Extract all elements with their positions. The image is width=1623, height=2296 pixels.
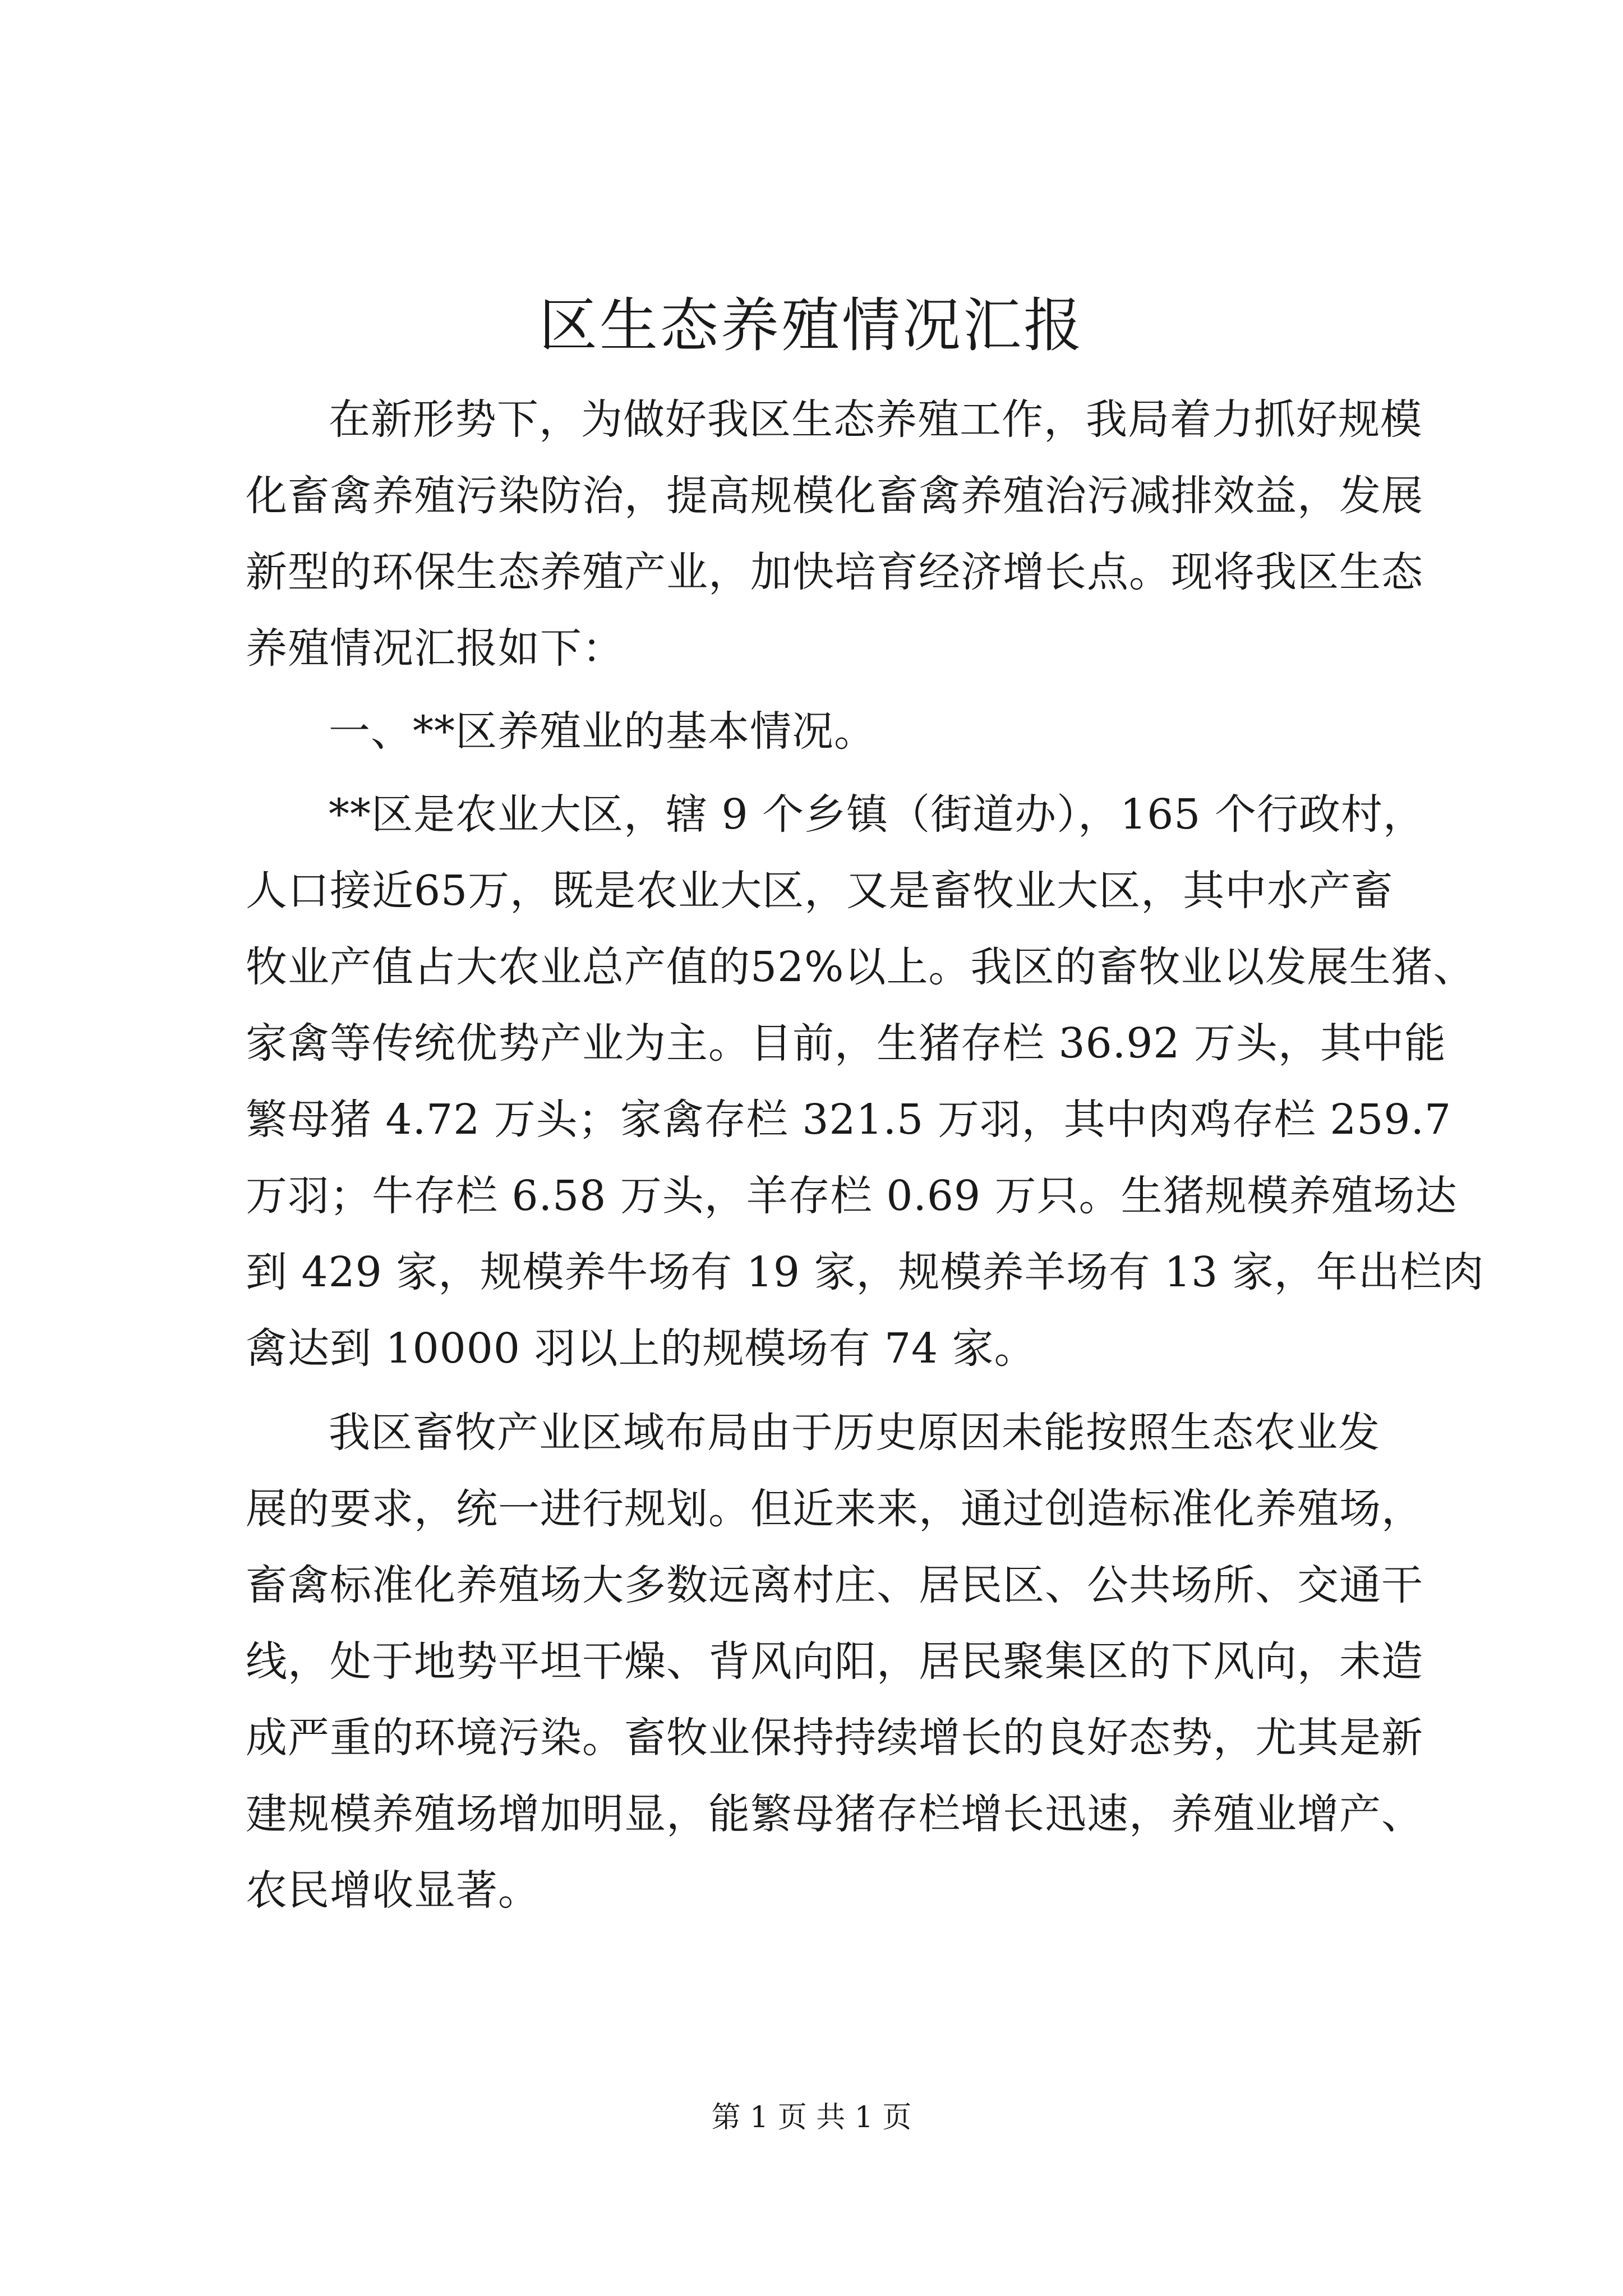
section-heading	[246, 693, 1390, 770]
text-line: 线，处于地势平坦干燥、背风向阳，居民聚集区的下风向，未造	[246, 1637, 1423, 1686]
text-line: 在新形势下，为做好我区生态养殖工作，我局着力抓好规模	[329, 395, 1422, 444]
paragraph-layout	[246, 1395, 1423, 1929]
text-line: 万羽；牛存栏 6.58 万头，羊存栏 0.69 万只。生猪规模养殖场达	[246, 1172, 1458, 1220]
text-line: 农民增收显著。	[246, 1866, 540, 1915]
text-line: 繁母猪 4.72 万头；家禽存栏 321.5 万羽，其中肉鸡存栏 259.7	[246, 1096, 1452, 1144]
text-line: 畜禽标准化养殖场大多数远离村庄、居民区、公共场所、交通干	[246, 1561, 1423, 1609]
text-line: 牧业产值占大农业总产值的52%以上。我区的畜牧业以发展生猪、	[246, 943, 1476, 991]
text-line: 成严重的环境污染。畜牧业保持持续增长的良好态势，尤其是新	[246, 1714, 1423, 1762]
text-line: 养殖情况汇报如下：	[246, 624, 624, 673]
text-line: 化畜禽养殖污染防治，提高规模化畜禽养殖治污减排效益，发展	[246, 472, 1423, 520]
text-line: 家禽等传统优势产业为主。目前，生猪存栏 36.92 万头，其中能	[246, 1019, 1446, 1068]
text-line: 到 429 家，规模养牛场有 19 家，规模养羊场有 13 家，年出栏肉	[246, 1248, 1484, 1296]
document-body	[246, 381, 1484, 1929]
text-line: 人口接近65万，既是农业大区，又是畜牧业大区，其中水产畜	[246, 867, 1394, 915]
text-line: 禽达到 10000 羽以上的规模场有 74 家。	[246, 1324, 1036, 1373]
text-line: 建规模养殖场增加明显，能繁母猪存栏增长迅速，养殖业增产、	[246, 1790, 1423, 1838]
page-title: 区生态养殖情况汇报	[538, 291, 1084, 360]
text-line: 我区畜牧产业区域布局由于历史原因未能按照生态农业发	[329, 1409, 1380, 1457]
text-line: **区是农业大区，辖 9 个乡镇（街道办），165 个行政村，	[329, 790, 1425, 839]
paragraph-spacer	[246, 1387, 1390, 1395]
paragraph-spacer	[246, 770, 1390, 776]
paragraph-spacer	[246, 687, 1390, 693]
page-number-footer: 第 1 页 共 1 页	[711, 2101, 912, 2134]
text-line: 展的要求，统一进行规划。但近来来，通过创造标准化养殖场，	[246, 1485, 1423, 1533]
paragraph-intro	[246, 381, 1423, 687]
text-line: 一、**区养殖业的基本情况。	[329, 707, 876, 756]
text-line: 新型的环保生态养殖产业，加快培育经济增长点。现将我区生态	[246, 548, 1423, 596]
paragraph-basic-situation	[246, 776, 1484, 1387]
